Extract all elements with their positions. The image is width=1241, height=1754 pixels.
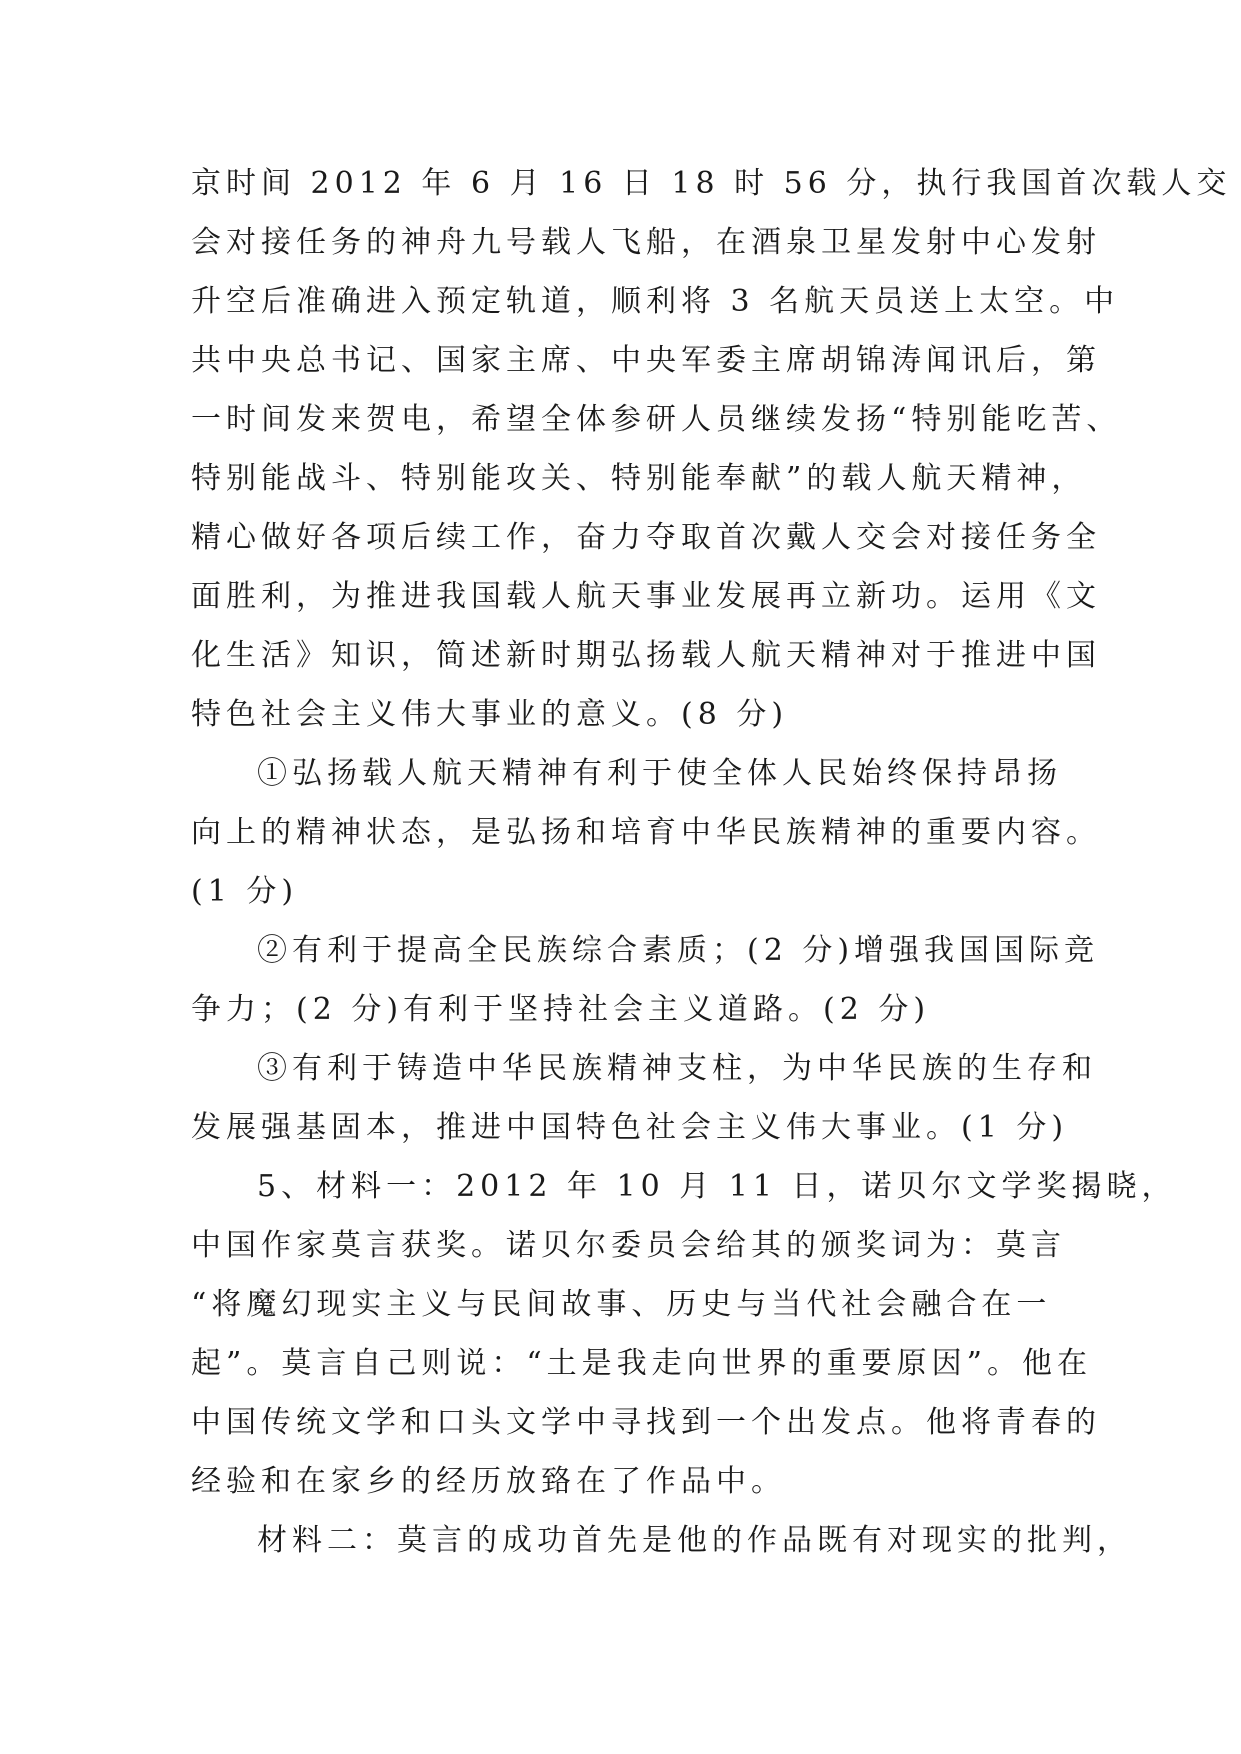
text-line: 升空后准确进入预定轨道，顺利将 3 名航天员送上太空。中 xyxy=(191,284,1120,319)
text-line: 争力；(2 分)有利于坚持社会主义道路。(2 分) xyxy=(191,992,931,1027)
text-line: 特色社会主义伟大事业的意义。(8 分) xyxy=(191,697,789,732)
text-line: 材料二：莫言的成功首先是他的作品既有对现实的批判， xyxy=(257,1523,1132,1558)
text-line: 化生活》知识，简述新时期弘扬载人航天精神对于推进中国 xyxy=(191,638,1101,673)
text-line: 5、材料一：2012 年 10 月 11 日，诺贝尔文学奖揭晓， xyxy=(257,1169,1177,1204)
text-line: 一时间发来贺电，希望全体参研人员继续发扬“特别能吃苦、 xyxy=(191,402,1122,437)
text-line: 京时间 2012 年 6 月 16 日 18 时 56 分，执行我国首次载人交 xyxy=(191,166,1232,201)
text-line: 会对接任务的神舟九号载人飞船，在酒泉卫星发射中心发射 xyxy=(191,225,1101,260)
text-line: 起”。莫言自己则说：“土是我走向世界的重要原因”。他在 xyxy=(191,1346,1093,1381)
text-line: ②有利于提高全民族综合素质；(2 分)增强我国国际竞 xyxy=(257,933,1100,968)
text-line: 经验和在家乡的经历放臵在了作品中。 xyxy=(191,1464,786,1499)
text-line: “将魔幻现实主义与民间故事、历史与当代社会融合在一 xyxy=(191,1287,1052,1322)
text-line: ①弘扬载人航天精神有利于使全体人民始终保持昂扬 xyxy=(257,756,1062,791)
text-line: 中国作家莫言获奖。诺贝尔委员会给其的颁奖词为：莫言 xyxy=(191,1228,1066,1263)
text-line: 特别能战斗、特别能攻关、特别能奉献”的载人航天精神， xyxy=(191,461,1087,496)
text-line: 面胜利，为推进我国载人航天事业发展再立新功。运用《文 xyxy=(191,579,1101,614)
text-line: 共中央总书记、国家主席、中央军委主席胡锦涛闻讯后，第 xyxy=(191,343,1101,378)
text-line: ③有利于铸造中华民族精神支柱，为中华民族的生存和 xyxy=(257,1051,1097,1086)
body-text xyxy=(191,154,1232,1570)
text-line: (1 分) xyxy=(191,874,299,909)
text-line: 向上的精神状态，是弘扬和培育中华民族精神的重要内容。 xyxy=(191,815,1101,850)
text-line: 精心做好各项后续工作，奋力夺取首次戴人交会对接任务全 xyxy=(191,520,1101,555)
text-line: 发展强基固本，推进中国特色社会主义伟大事业。(1 分) xyxy=(191,1110,1069,1145)
text-line: 中国传统文学和口头文学中寻找到一个出发点。他将青春的 xyxy=(191,1405,1101,1440)
